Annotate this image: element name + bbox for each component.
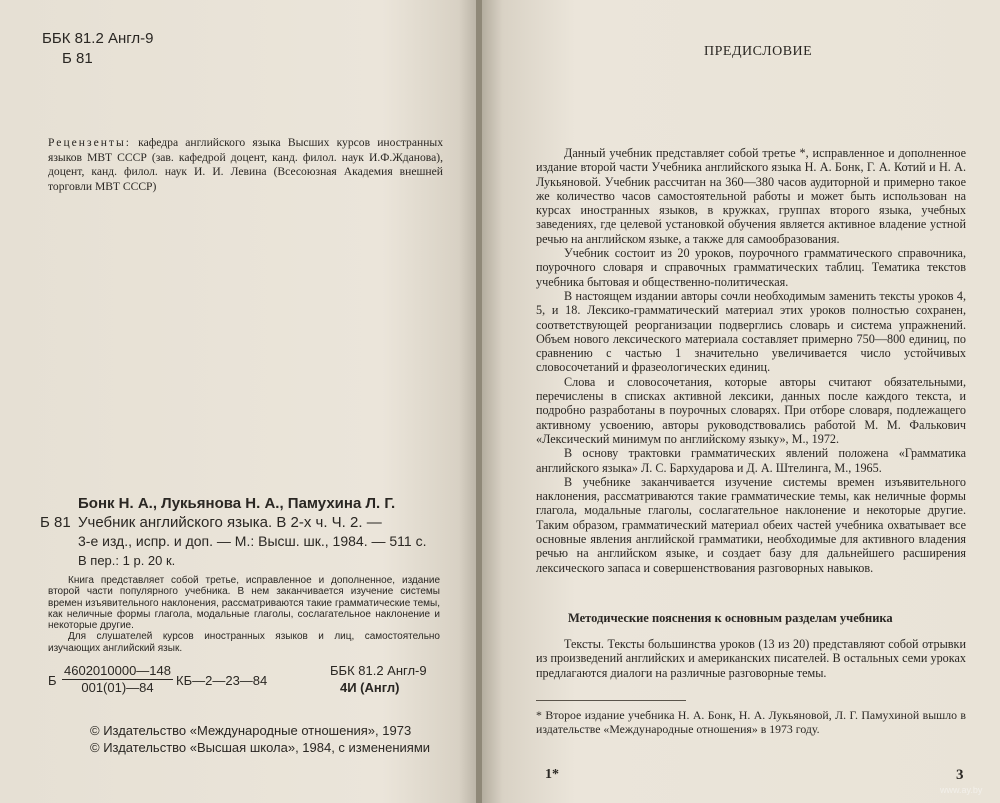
annotation [48,575,440,654]
biblio-title-row [40,513,440,532]
code-numerator: 4602010000—148 [64,663,171,678]
preface-paragraph: В настоящем издании авторы сочли необходимым заменить тексты уроков 4, 5, и 18. Лексико-грамматический материал этих уроков полностью сохранен, соответствующей реорганизации подверглись словарь и система упражнений. Объем нового лексического материала составляет примерно 750—800 единиц, по сравнению с частью 1 значительно увеличивается число устойчивых словосочетаний и фразеологических единиц. [536,288,966,375]
texts-paragraph: Тексты. Тексты большинства уроков (13 из 20) представляют собой отрывки из произведений английских и американских писателей. В остальных семи уроках предлагаются диалоги на различные разговорные темы. [536,637,966,680]
signature-mark: 1* [545,767,559,782]
biblio-b81: Б 81 [40,514,71,531]
b81-code: Б 81 [62,50,93,67]
biblio-title: Учебник английского языка. В 2-х ч. Ч. 2. — [78,514,382,531]
footnote: * Второе издание учебника Н. А. Бонк, Н. А. Лукьяновой, Л. Г. Памухиной вышло в издательстве «Международные отношения» в 1973 году. [536,708,966,736]
copyright-1973: © Издательство «Международные отношения», 1973 [90,723,412,738]
preface-paragraph: В основу трактовки грамматических явлений положена «Грамматика английского языка» Л. С. Бархударова и Д. А. Штелинга, М., 1965. [536,446,966,475]
reviewers-text: кафедра английского языка Высших курсов иностранных языков МВТ СССР (зав. кафедрой доцент, канд. филол. наук И.Ф.Жданова), доцент, канд. филол. наук И. И. Левина (Всесоюзная Академия внешней торговли МВТ СССР) [48,136,443,193]
page-number: 3 [956,767,964,783]
code-fraction [62,663,173,696]
code-kb: КБ—2—23—84 [176,673,268,688]
classification-codes [48,663,448,703]
preface-paragraph: Слова и словосочетания, которые авторы считают обязательными, перечислены в списках активной лексики, данных после каждого текста, и подробно разработаны в поурочных словарях. При отборе словаря, подлежащего активному усвоению, авторы руководствовались работой М. М. Фалькович «Лексический минимум по английскому языку», М., 1972. [536,374,966,446]
copyright-1984: © Издательство «Высшая школа», 1984, с изменениями [90,740,431,755]
preface-heading: ПРЕДИСЛОВИЕ [704,44,813,59]
preface-paragraph: В учебнике заканчивается изучение системы времен изъявительного наклонения, рассматриваются такие грамматические темы, как неличные формы глагола, модальные глаголы, сослагательное наклонение и некоторые другие. Таким образом, грамматический материал обеих частей учебника охватывает все основные явления английской грамматики, необходимые для активного владения речью на английском языке, и создает базу для дальнейшего расширения лексического запаса и совершенствования разговорных навыков. [536,474,966,575]
watermark: www.ay.by [940,785,983,795]
biblio-price: В пер.: 1 р. 20 к. [78,553,176,568]
preface-paragraph: Учебник состоит из 20 уроков, поурочного грамматического справочника, поурочного словаря и справочных грамматических таблиц. Тематика текстов учебника бытовая и общественно-политическая. [536,246,966,289]
code-bbk: ББК 81.2 Англ-9 [330,663,427,678]
reviewers-label: Рецензенты: [48,136,132,149]
footnote-rule [536,700,686,701]
copyright-block [90,722,430,756]
code-denominator: 001(01)—84 [81,680,154,695]
reviewers-block [48,136,443,194]
annotation-text: Книга представляет собой третье, исправленное и дополненное, издание второй части популярного учебника. В нем заканчивается изучение системы времен изъявительного наклонения, рассматриваются такие грамматические темы, как неличные формы глагола, модальные глаголы, сослагательное наклонение и некоторые другие. [48,575,440,632]
code-4i: 4И (Англ) [340,680,400,695]
code-letter-b: Б [48,673,57,688]
bibliographic-record [40,494,440,570]
preface-paragraph: Данный учебник представляет собой третье *, исправленное и дополненное издание второй части Учебника английского языка Н. А. Бонк, Г. А. Котий и Н. А. Лукьяновой. Учебник рассчитан на 360—380 часов аудиторной и примерно такое же количество часов самостоятельной работы и может быть использован на курсах иностранных языков, в кружках, группах второго языка, учебных заведениях, где целевой установкой обучения является активное владение устной речью на английском языке, а также для самообразования. [536,146,966,246]
preface-body [536,146,966,575]
bbk-code: ББК 81.2 Англ-9 [42,30,154,47]
biblio-edition: 3-е изд., испр. и доп. — М.: Высш. шк., 1984. — 511 с. [78,533,427,549]
left-page [0,0,478,803]
texts-section [536,637,966,680]
biblio-authors: Бонк Н. А., Лукьянова Н. А., Памухина Л. Г. [78,495,396,512]
annotation-audience: Для слушателей курсов иностранных языков и лиц, самостоятельно изучающих английский язык. [48,631,440,654]
methodology-subheading: Методические пояснения к основным разделам учебника [568,611,893,625]
